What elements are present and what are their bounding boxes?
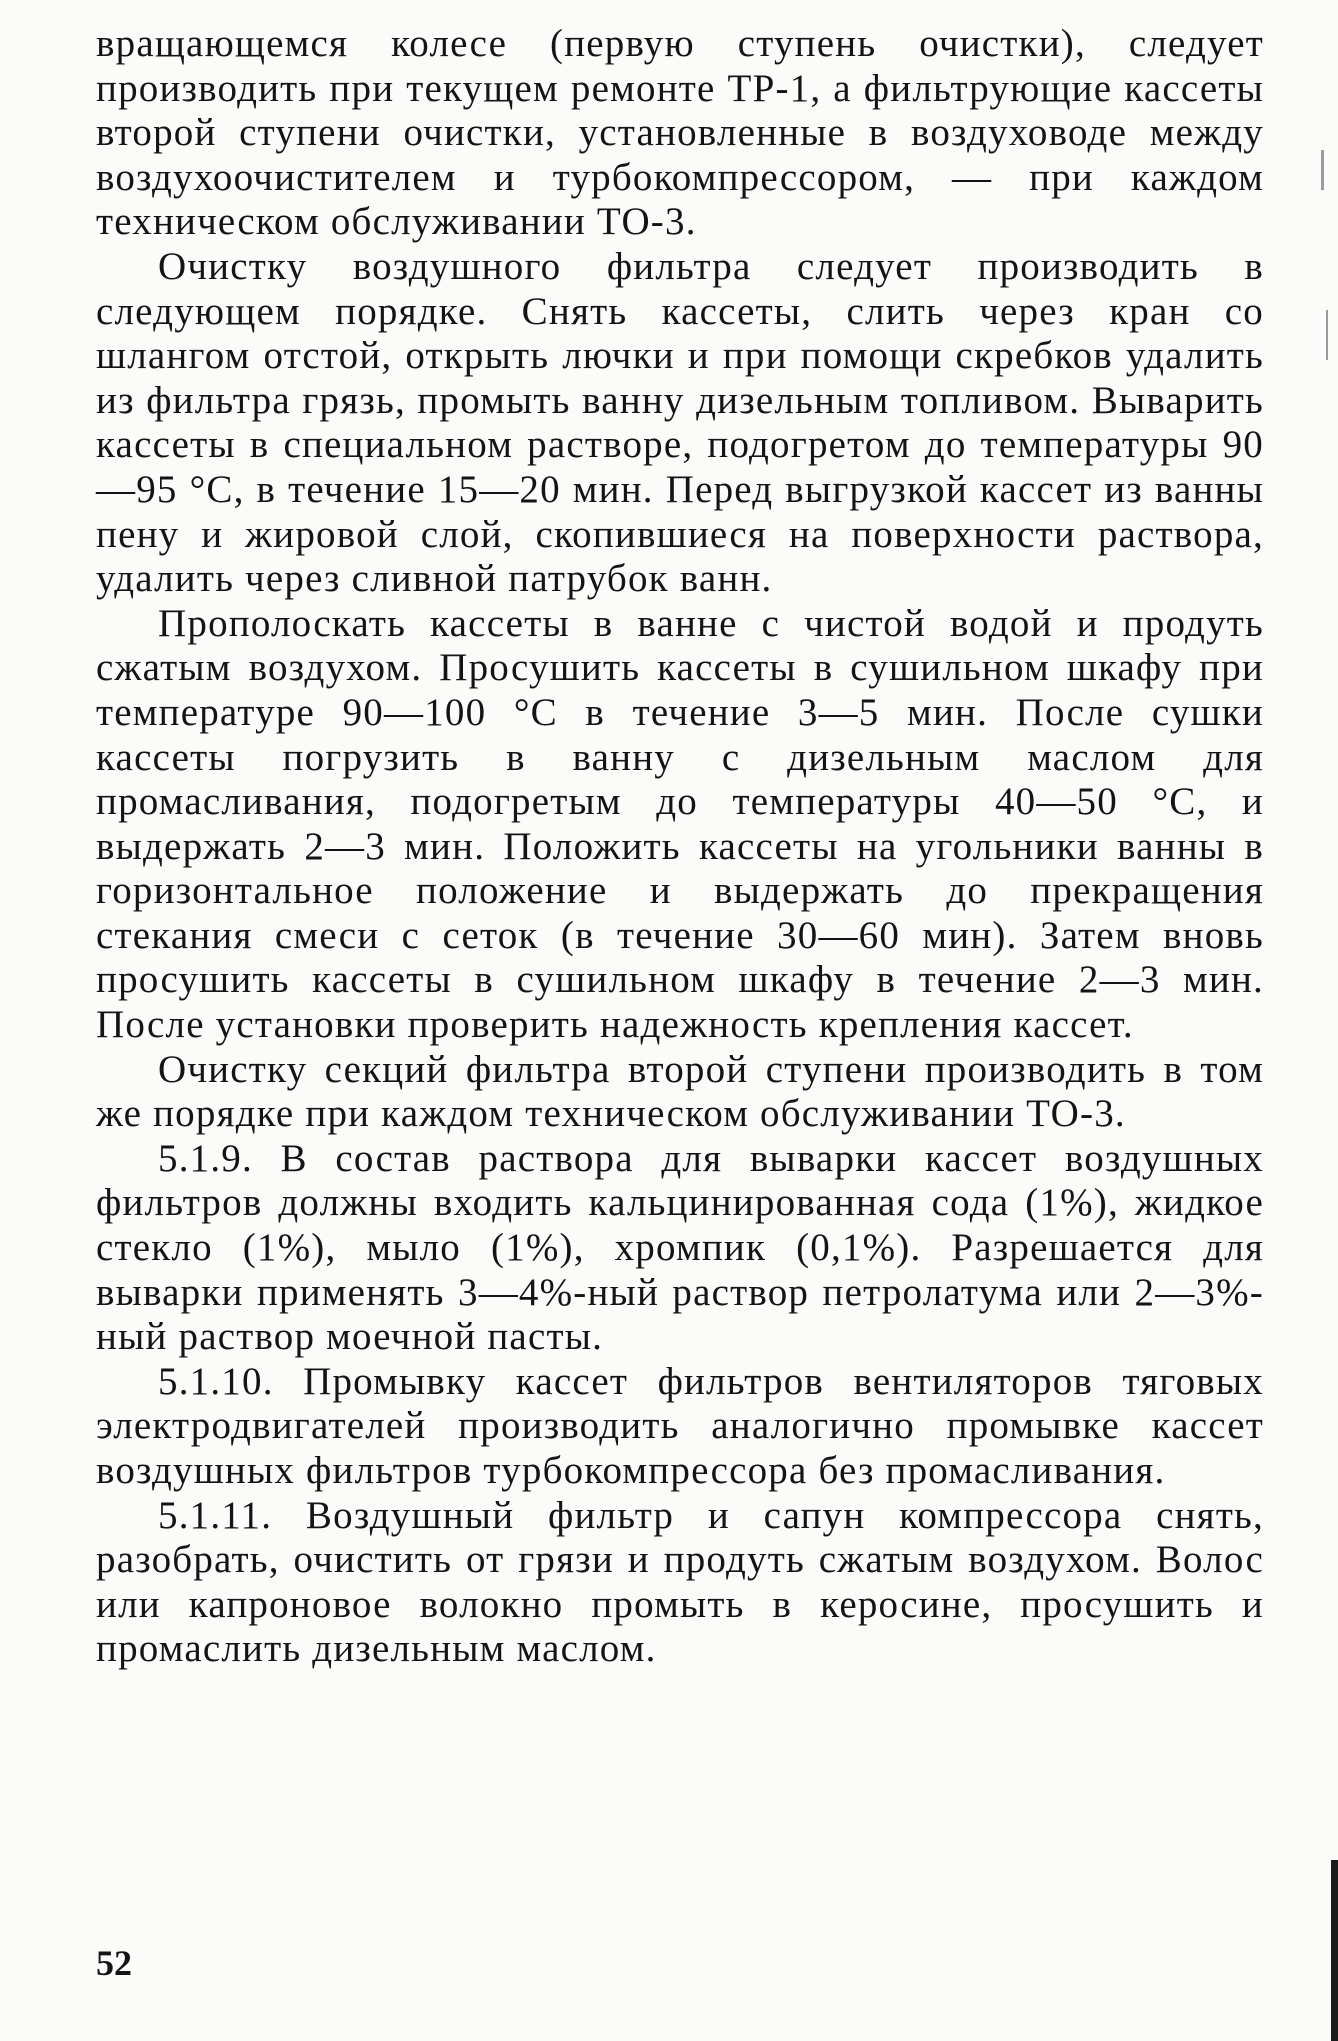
scan-speck [1321, 150, 1324, 190]
paragraph-section-5-1-10: 5.1.10. Промывку кассет фильтров вентиляторов тяговых электродвигателей производить аналогично промывке кассет воздушных фильтров турбокомпрессора без промасливания. [96, 1359, 1264, 1492]
body-text [96, 22, 1264, 1672]
paragraph-section-5-1-11: 5.1.11. Воздушный фильтр и сапун компрессора снять, разобрать, очистить от грязи и продуть сжатым воздухом. Волос или капроновое волокно промыть в керосине, просушить и промаслить дизельным маслом. [96, 1493, 1264, 1671]
paragraph-air-filter-cleaning: Очистку воздушного фильтра следует производить в следующем порядке. Снять кассеты, слить через кран со шлангом отстой, открыть лючки и при помощи скребков удалить из фильтра грязь, промыть ванну дизельным топливом. Выварить кассеты в специальном растворе, подогретом до температуры 90—95 °С, в течение 15—20 мин. Перед выгрузкой кассет из ванны пену и жировой слой, скопившиеся на поверхности раствора, удалить через сливной патрубок ванн. [96, 244, 1264, 601]
scan-speck [1326, 310, 1328, 360]
paragraph-second-stage: Очистку секций фильтра второй ступени производить в том же порядке при каждом техническом обслуживании ТО-3. [96, 1047, 1264, 1136]
paragraph-continuation: вращающемся колесе (первую ступень очистки), следует производить при текущем ремонте ТР-1, а фильтрующие кассеты второй ступени очистки, установленные в воздуховоде между воздухоочистителем и турбокомпрессором, — при каждом техническом обслуживании ТО-3. [96, 22, 1264, 244]
page-number: 52 [96, 1943, 132, 1983]
paragraph-cassette-rinsing: Прополоскать кассеты в ванне с чистой водой и продуть сжатым воздухом. Просушить кассеты в сушильном шкафу при температуре 90—100 °С в течение 3—5 мин. После сушки кассеты погрузить в ванну с дизельным маслом для промасливания, подогретым до температуры 40—50 °С, и выдержать 2—3 мин. Положить кассеты на угольники ванны в горизонтальное положение и выдержать до прекращения стекания смеси с сеток (в течение 30—60 мин). Затем вновь просушить кассеты в сушильном шкафу в течение 2—3 мин. После установки проверить надежность крепления кассет. [96, 601, 1264, 1047]
scan-edge-shadow [1331, 1860, 1338, 2041]
paragraph-section-5-1-9: 5.1.9. В состав раствора для выварки кассет воздушных фильтров должны входить кальцинированная сода (1%), жидкое стекло (1%), мыло (1%), хромпик (0,1%). Разрешается для выварки применять 3—4%-ный раствор петролатума или 2—3%-ный раствор моечной пасты. [96, 1136, 1264, 1359]
